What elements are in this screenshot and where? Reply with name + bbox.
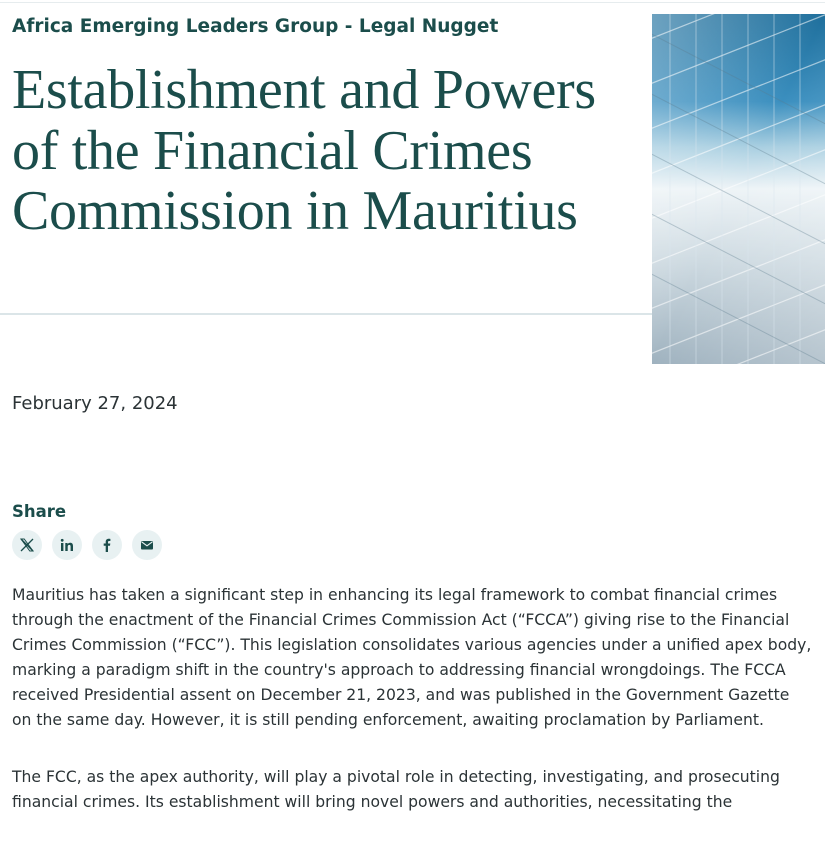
x-icon (20, 538, 34, 552)
body-paragraph: The FCC, as the apex authority, will play a pivotal role in detecting, investigating, and prosecuting financial crimes. Its establishment will bring novel powers and authorities, necessitating the (12, 768, 780, 811)
article-body (12, 583, 812, 847)
body-paragraph: Mauritius has taken a significant step in enhancing its legal framework to combat financial crimes through the enactment of the Financial Crimes Commission Act (“FCCA”) giving rise to the Financial Crimes Commission (“FCC”). This legislation consolidates various agencies under a unified apex body, marking a paradigm shift in the country's approach to addressing financial wrongdoings. The FCCA received Presidential assent on December 21, 2023, and was published in the Government Gazette on the same day. However, it is still pending enforcement, awaiting proclamation by Parliament. (12, 586, 812, 729)
share-x-button[interactable] (12, 530, 42, 560)
share-email-button[interactable] (132, 530, 162, 560)
linkedin-icon (60, 538, 74, 552)
article-eyebrow[interactable]: Africa Emerging Leaders Group - Legal Nugget (12, 16, 499, 37)
page-title: Establishment and Powers of the Financial Crimes Commission in Mauritius (12, 59, 596, 242)
article-date: February 27, 2024 (12, 393, 178, 414)
glass-facade-graphic (652, 14, 825, 364)
header-divider (0, 313, 652, 315)
facebook-icon (100, 538, 114, 552)
share-facebook-button[interactable] (92, 530, 122, 560)
share-linkedin-button[interactable] (52, 530, 82, 560)
hero-image (652, 14, 825, 364)
share-label: Share (12, 502, 67, 521)
mail-icon (140, 538, 154, 552)
top-divider (0, 2, 825, 3)
share-buttons (12, 530, 162, 560)
